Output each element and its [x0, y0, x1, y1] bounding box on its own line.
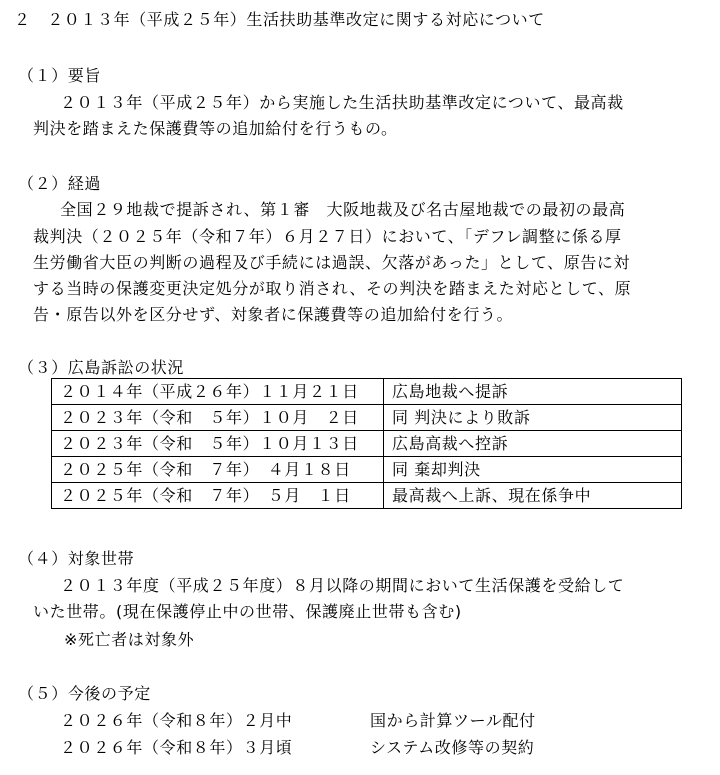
table-cell-event: 広島高裁へ控訴: [384, 431, 682, 457]
table-cell-date: ２０２５年（令和 ７年） ４月１８日: [52, 457, 384, 483]
table-cell-date: ２０２５年（令和 ７年） ５月 １日: [52, 483, 384, 509]
table-cell-event: 広島地裁へ提訴: [384, 379, 682, 405]
summary-line-2: 判決を踏まえた保護費等の追加給付を行うもの。: [33, 119, 398, 138]
target-line-1: ２０１３年度（平成２５年度）８月以降の期間において生活保護を受給して: [60, 576, 625, 595]
summary-line-1: ２０１３年（平成２５年）から実施した生活扶助基準改定について、最高裁: [60, 93, 624, 112]
section-heading-target-households: （４）対象世帯: [18, 549, 135, 568]
table-row: [52, 405, 682, 431]
table-row: [52, 431, 682, 457]
table-cell-event: 同 判決により敗訴: [384, 405, 682, 431]
document-title: ２ ２０１３年（平成２５年）生活扶助基準改定に関する対応について: [14, 10, 545, 29]
table-row: [52, 457, 682, 483]
history-line-3: 生労働省大臣の判断の過程及び手続には過誤、欠落があった」として、原告に対: [33, 253, 631, 272]
schedule-date-2: ２０２６年（令和８年）３月頃: [60, 738, 293, 757]
table-row: [52, 483, 682, 509]
lawsuit-status-table: [51, 378, 682, 509]
target-note: ※死亡者は対象外: [64, 630, 195, 649]
section-heading-history: （２）経過: [18, 174, 102, 193]
section-heading-future-schedule: （５）今後の予定: [18, 684, 151, 703]
section-heading-summary: （１）要旨: [18, 66, 102, 85]
history-line-1: 全国２９地裁で提訴され、第１審 大阪地裁及び名古屋地裁での最初の最高: [60, 200, 626, 219]
table-cell-event: 同 棄却判決: [384, 457, 682, 483]
table-row: [52, 379, 682, 405]
history-line-2: 裁判決（２０２５年（令和７年）６月２７日）において、「デフレ調整に係る厚: [33, 227, 622, 246]
table-cell-date: ２０１４年（平成２６年）１１月２１日: [52, 379, 384, 405]
schedule-item-2: システム改修等の契約: [370, 738, 535, 757]
history-line-5: 告・原告以外を区分せず、対象者に保護費等の追加給付を行う。: [33, 305, 514, 324]
table-cell-date: ２０２３年（令和 ５年）１０月１３日: [52, 431, 384, 457]
history-line-4: する当時の保護変更決定処分が取り消され、その判決を踏まえた対応として、原: [33, 279, 632, 298]
section-heading-hiroshima-lawsuit: （３）広島訴訟の状況: [18, 358, 185, 377]
table-cell-date: ２０２３年（令和 ５年）１０月 ２日: [52, 405, 384, 431]
schedule-date-1: ２０２６年（令和８年）２月中: [60, 711, 293, 730]
schedule-item-1: 国から計算ツール配付: [370, 711, 536, 730]
target-line-2: いた世帯。(現在保護停止中の世帯、保護廃止世帯も含む): [33, 602, 462, 621]
table-cell-event: 最高裁へ上訴、現在係争中: [384, 483, 682, 509]
